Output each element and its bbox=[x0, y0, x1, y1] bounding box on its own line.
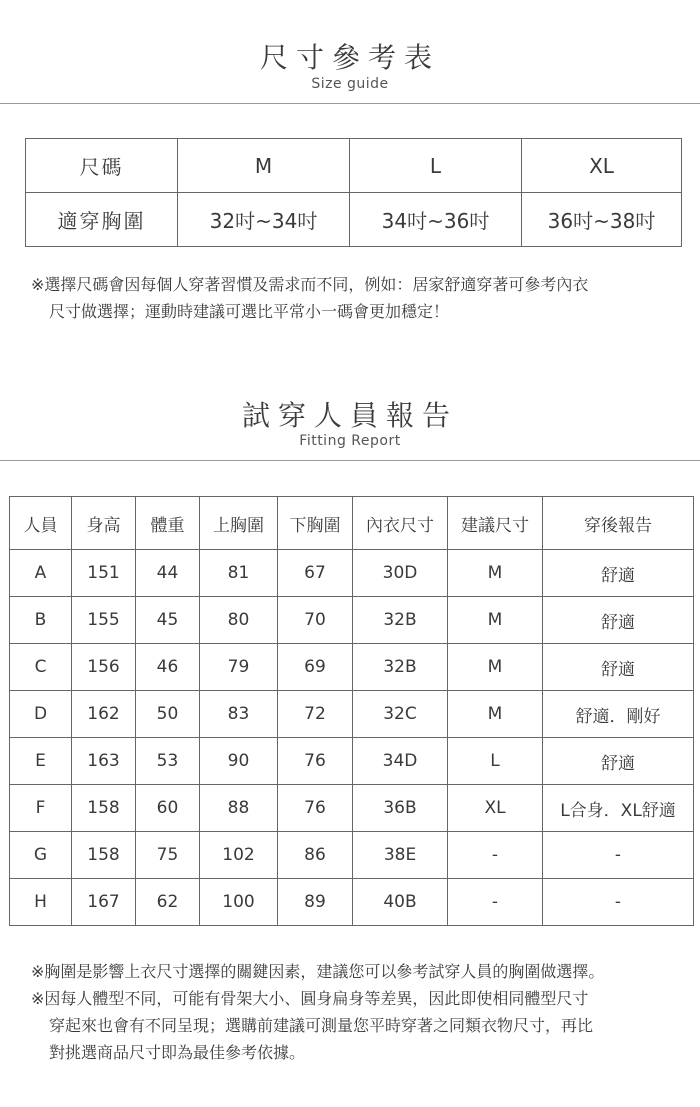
table-cell: 88 bbox=[200, 785, 278, 832]
table-cell: 舒適 bbox=[543, 550, 694, 597]
table-cell: 158 bbox=[72, 832, 136, 879]
report-note bbox=[31, 958, 691, 1066]
column-header: 上胸圍 bbox=[200, 497, 278, 550]
table-cell: M bbox=[448, 597, 543, 644]
table-cell: C bbox=[10, 644, 72, 691]
table-cell: G bbox=[10, 832, 72, 879]
table-cell: 60 bbox=[136, 785, 200, 832]
size-table bbox=[25, 138, 682, 247]
table-cell: 151 bbox=[72, 550, 136, 597]
size-cell: 32吋~34吋 bbox=[178, 193, 350, 247]
size-cell: M bbox=[178, 139, 350, 193]
table-cell: 53 bbox=[136, 738, 200, 785]
table-cell: 158 bbox=[72, 785, 136, 832]
divider bbox=[0, 460, 700, 461]
table-cell: 155 bbox=[72, 597, 136, 644]
column-header: 人員 bbox=[10, 497, 72, 550]
column-header: 穿後報告 bbox=[543, 497, 694, 550]
size-cell: 適穿胸圍 bbox=[26, 193, 178, 247]
size-cell: 34吋~36吋 bbox=[350, 193, 522, 247]
table-cell: D bbox=[10, 691, 72, 738]
note-line: ※選擇尺碼會因每個人穿著習慣及需求而不同，例如：居家舒適穿著可參考內衣 bbox=[31, 275, 589, 294]
table-cell: 90 bbox=[200, 738, 278, 785]
table-cell: 30D bbox=[353, 550, 448, 597]
table-cell: 72 bbox=[278, 691, 353, 738]
table-cell: E bbox=[10, 738, 72, 785]
column-header: 內衣尺寸 bbox=[353, 497, 448, 550]
table-cell: M bbox=[448, 691, 543, 738]
fitting-report-title: 試穿人員報告 bbox=[241, 399, 458, 432]
table-cell: 32C bbox=[353, 691, 448, 738]
table-cell: - bbox=[543, 832, 694, 879]
table-cell: - bbox=[543, 879, 694, 926]
size-cell: 36吋~38吋 bbox=[522, 193, 682, 247]
table-cell: L合身．XL舒適 bbox=[543, 785, 694, 832]
table-cell: B bbox=[10, 597, 72, 644]
table-cell: - bbox=[448, 832, 543, 879]
table-cell: 50 bbox=[136, 691, 200, 738]
table-cell: 舒適 bbox=[543, 597, 694, 644]
table-cell: 163 bbox=[72, 738, 136, 785]
table-cell: 46 bbox=[136, 644, 200, 691]
size-guide-title: 尺寸參考表 bbox=[259, 41, 440, 74]
table-cell: 102 bbox=[200, 832, 278, 879]
column-header: 身高 bbox=[72, 497, 136, 550]
table-cell: 86 bbox=[278, 832, 353, 879]
table-cell: 34D bbox=[353, 738, 448, 785]
table-cell: 162 bbox=[72, 691, 136, 738]
divider bbox=[0, 103, 700, 104]
table-cell: L bbox=[448, 738, 543, 785]
table-row bbox=[10, 597, 694, 644]
table-cell: M bbox=[448, 644, 543, 691]
table-header-row bbox=[10, 497, 694, 550]
fitting-report-table bbox=[9, 496, 694, 926]
fitting-report-subtitle: Fitting Report bbox=[299, 433, 401, 449]
column-header: 建議尺寸 bbox=[448, 497, 543, 550]
table-cell: 79 bbox=[200, 644, 278, 691]
table-cell: M bbox=[448, 550, 543, 597]
table-row bbox=[10, 738, 694, 785]
table-cell: 32B bbox=[353, 644, 448, 691]
size-row-bust bbox=[26, 193, 682, 247]
table-cell: F bbox=[10, 785, 72, 832]
table-cell: 80 bbox=[200, 597, 278, 644]
table-cell: 156 bbox=[72, 644, 136, 691]
table-cell: A bbox=[10, 550, 72, 597]
table-cell: 70 bbox=[278, 597, 353, 644]
table-cell: 32B bbox=[353, 597, 448, 644]
table-cell: 舒適 bbox=[543, 738, 694, 785]
table-cell: 100 bbox=[200, 879, 278, 926]
table-cell: 38E bbox=[353, 832, 448, 879]
size-note bbox=[31, 271, 671, 325]
table-cell: 40B bbox=[353, 879, 448, 926]
note-line: 穿起來也會有不同呈現；選購前建議可測量您平時穿著之同類衣物尺寸，再比 bbox=[49, 1016, 594, 1035]
table-cell: 舒適 bbox=[543, 644, 694, 691]
table-cell: 89 bbox=[278, 879, 353, 926]
column-header: 體重 bbox=[136, 497, 200, 550]
table-cell: 62 bbox=[136, 879, 200, 926]
table-cell: 83 bbox=[200, 691, 278, 738]
table-cell: 69 bbox=[278, 644, 353, 691]
table-cell: - bbox=[448, 879, 543, 926]
table-cell: 44 bbox=[136, 550, 200, 597]
table-row bbox=[10, 832, 694, 879]
table-row bbox=[10, 691, 694, 738]
table-cell: 76 bbox=[278, 785, 353, 832]
table-cell: 81 bbox=[200, 550, 278, 597]
note-line: ※胸圍是影響上衣尺寸選擇的關鍵因素，建議您可以參考試穿人員的胸圍做選擇。 bbox=[31, 962, 605, 981]
table-cell: 167 bbox=[72, 879, 136, 926]
table-row bbox=[10, 550, 694, 597]
note-line: 對挑選商品尺寸即為最佳參考依據。 bbox=[49, 1043, 306, 1062]
size-cell: XL bbox=[522, 139, 682, 193]
note-line: ※因每人體型不同，可能有骨架大小、圓身扁身等差異，因此即使相同體型尺寸 bbox=[31, 989, 589, 1008]
table-cell: 76 bbox=[278, 738, 353, 785]
size-cell: L bbox=[350, 139, 522, 193]
table-cell: XL bbox=[448, 785, 543, 832]
table-cell: 45 bbox=[136, 597, 200, 644]
table-cell: 36B bbox=[353, 785, 448, 832]
table-cell: H bbox=[10, 879, 72, 926]
table-row bbox=[10, 644, 694, 691]
table-row bbox=[10, 785, 694, 832]
table-cell: 舒適．剛好 bbox=[543, 691, 694, 738]
table-row bbox=[10, 879, 694, 926]
table-cell: 75 bbox=[136, 832, 200, 879]
size-cell: 尺碼 bbox=[26, 139, 178, 193]
table-cell: 67 bbox=[278, 550, 353, 597]
size-guide-subtitle: Size guide bbox=[311, 76, 389, 92]
size-row-label bbox=[26, 139, 682, 193]
note-line: 尺寸做選擇；運動時建議可選比平常小一碼會更加穩定！ bbox=[49, 302, 450, 321]
column-header: 下胸圍 bbox=[278, 497, 353, 550]
